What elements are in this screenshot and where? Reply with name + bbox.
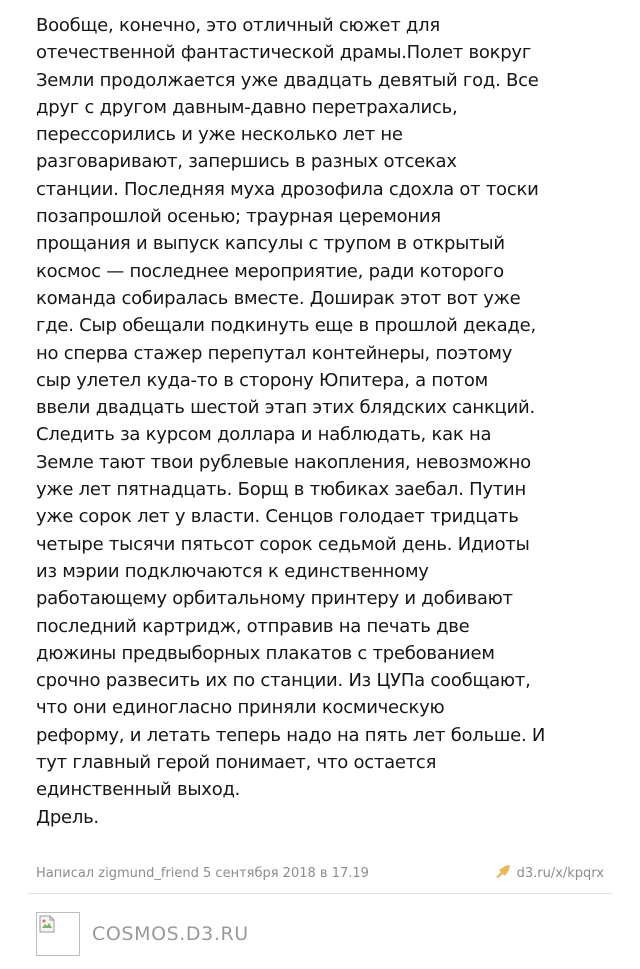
post-body: [36, 12, 626, 831]
rocket-icon: [495, 864, 511, 882]
post-byline: [36, 866, 369, 881]
post-date-link[interactable]: 5 сентября 2018 в 17.19: [203, 865, 369, 881]
short-link[interactable]: d3.ru/x/kpqrx: [516, 865, 604, 881]
author-link[interactable]: zigmund_friend: [98, 865, 199, 881]
site-name[interactable]: COSMOS.D3.RU: [92, 923, 249, 945]
site-footer[interactable]: [36, 910, 249, 958]
post-text: Вообще, конечно, это отличный сюжет для отечественной фантастической драмы.Полет вокруг Земли продолжается уже двадцать девятый год. Все друг с другом давным-давно перетрахались, перессорились и уже несколько лет не разговаривают, запершись в разных отсеках станции. Последняя муха дрозофила сдохла от тоски позапрошлой осенью; траурная церемония прощания и выпуск капсулы с трупом в открытый космос — последнее мероприятие, ради которого команда собиралась вместе. Доширак этот вот уже где. Сыр обещали подкинуть еще в прошлой декаде, но сперва стажер перепутал контейнеры, поэтому сыр улетел куда-то в сторону Юпитера, а потом ввели двадцать шестой этап этих блядских санкций. Следить за курсом доллара и наблюдать, как на Земле тают твои рублевые накопления, невозможно уже лет пятнадцать. Борщ в тюбиках заебал. Путин уже сорок лет у власти. Сенцов голодает тридцать четыре тысячи пятьсот сорок седьмой день. Идиоты из мэрии подключаются к единственному работающему орбитальному принтеру и добивают последний картридж, отправив на печать две дюжины предвыборных плакатов с требованием срочно развесить их по станции. Из ЦУПа сообщают, что они единогласно приняли космическую реформу, и летать теперь надо на пять лет больше. И тут главный герой понимает, что остается единственный выход. Дрель.: [36, 15, 546, 828]
post-meta: [36, 864, 604, 882]
divider: [28, 893, 612, 894]
broken-image-icon: [36, 912, 80, 956]
short-link-block: [495, 864, 604, 882]
written-by-label: Написал: [36, 865, 95, 881]
